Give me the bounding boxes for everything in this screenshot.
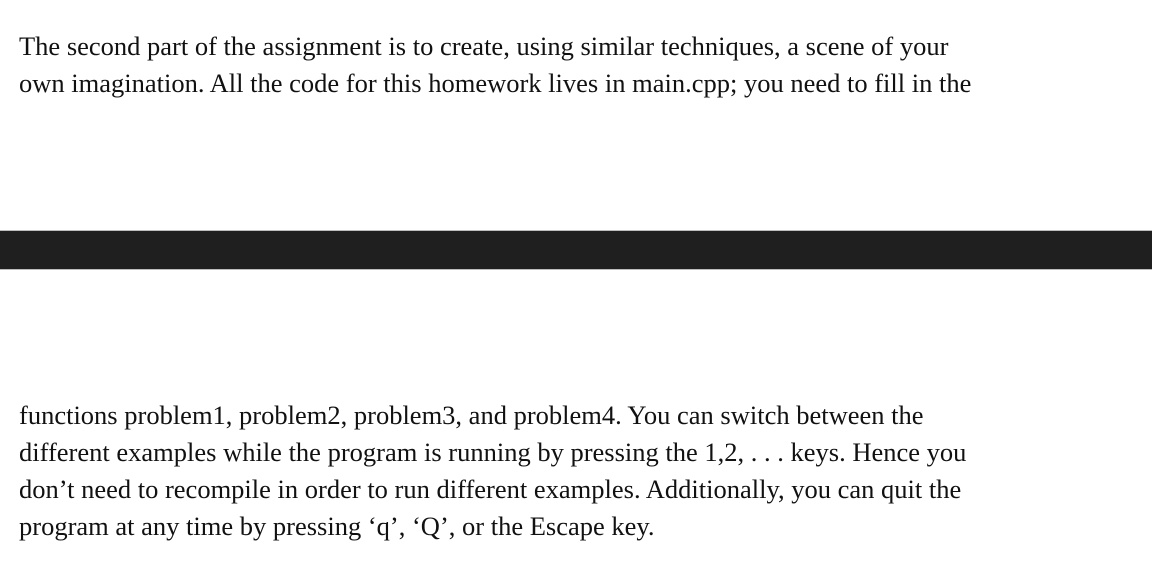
text-line: own imagination. All the code for this homework lives in main.cpp; you need to fill in the	[19, 68, 972, 98]
text-line: don’t need to recompile in order to run different examples. Additionally, you can quit the	[19, 474, 962, 504]
page-break-bar	[0, 230, 1152, 270]
text-line: The second part of the assignment is to create, using similar techniques, a scene of your	[19, 31, 949, 61]
paragraph-top	[19, 28, 1129, 102]
text-line: program at any time by pressing ‘q’, ‘Q’, or the Escape key.	[19, 511, 655, 541]
text-line: functions problem1, problem2, problem3, and problem4. You can switch between the	[19, 400, 924, 430]
paragraph-bottom	[19, 397, 1129, 545]
text-line: different examples while the program is running by pressing the 1,2, . . . keys. Hence you	[19, 437, 967, 467]
